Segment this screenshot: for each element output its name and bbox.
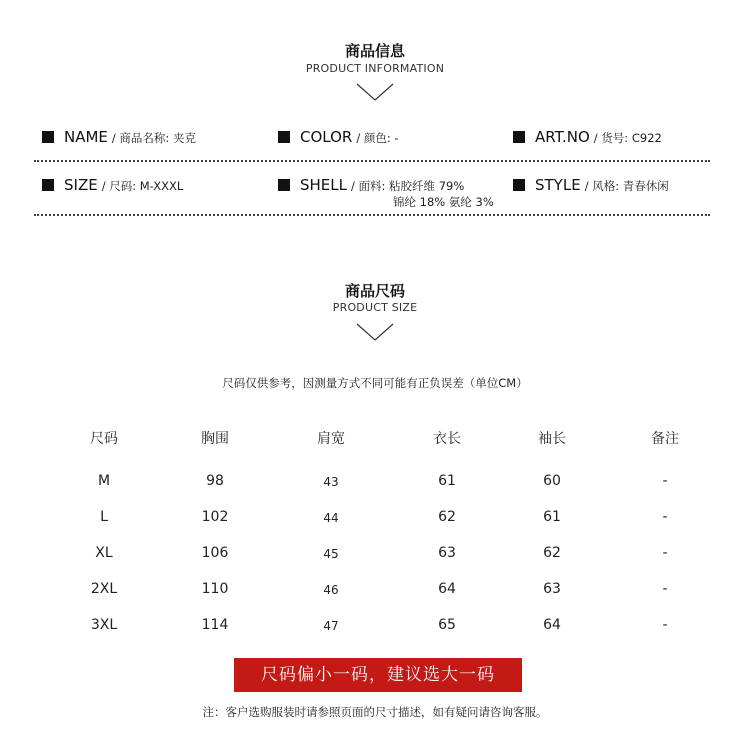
square-bullet-icon	[278, 179, 290, 191]
table-cell: L	[100, 509, 108, 525]
square-bullet-icon	[513, 179, 525, 191]
table-cell: -	[662, 545, 668, 561]
info-item-artno	[513, 128, 662, 146]
table-cell: 110	[201, 581, 229, 597]
col-header-chest: 胸围	[201, 431, 229, 447]
table-cell: 114	[201, 617, 229, 633]
table-cell: 61	[438, 473, 456, 489]
table-cell: 44	[323, 511, 339, 525]
table-cell: 62	[438, 509, 456, 525]
table-cell: 45	[323, 547, 339, 561]
size-advice-banner: 尺码偏小一码，建议选大一码	[234, 658, 522, 692]
table-cell: 61	[543, 509, 561, 525]
info-key: STYLE	[535, 176, 581, 194]
table-cell: 102	[201, 509, 229, 525]
table-cell: M	[97, 473, 111, 489]
info-key: NAME	[64, 128, 108, 146]
size-note: 尺码仅供参考，因测量方式不同可能有正负误差（单位CM）	[222, 376, 528, 390]
table-cell: 64	[438, 581, 456, 597]
info-key: SHELL	[300, 176, 347, 194]
info-value-line2: 锦纶 18% 氨纶 3%	[393, 195, 494, 209]
table-cell: -	[662, 509, 668, 525]
info-value: / 面料: 粘胶纤维 79%	[351, 179, 465, 193]
col-header-remark: 备注	[651, 431, 679, 447]
info-item-color	[278, 128, 399, 146]
table-cell: -	[662, 581, 668, 597]
size-title-cn: 商品尺码	[344, 282, 405, 300]
table-cell: 98	[206, 473, 224, 489]
info-key: ART.NO	[535, 128, 590, 146]
table-cell: 63	[543, 581, 561, 597]
size-title-en: PRODUCT SIZE	[332, 301, 418, 314]
square-bullet-icon	[42, 131, 54, 143]
table-cell: 63	[438, 545, 456, 561]
info-key: COLOR	[300, 128, 353, 146]
table-cell: XL	[95, 545, 113, 561]
table-cell: 47	[323, 619, 339, 633]
table-cell: 64	[543, 617, 561, 633]
info-title-cn: 商品信息	[344, 42, 405, 60]
chevron-down-icon	[355, 82, 395, 102]
dotted-divider	[34, 160, 710, 162]
info-item-size	[42, 176, 183, 194]
table-cell: 3XL	[90, 617, 118, 633]
info-item-style	[513, 176, 669, 194]
col-header-size: 尺码	[90, 431, 118, 447]
table-cell: 65	[438, 617, 456, 633]
table-cell: 2XL	[90, 581, 118, 597]
dotted-divider	[34, 214, 710, 216]
table-cell: 43	[323, 475, 339, 489]
square-bullet-icon	[42, 179, 54, 191]
footer-note: 注：客户选购服装时请参照页面的尺寸描述，如有疑问请咨询客服。	[202, 705, 548, 719]
col-header-sleeve: 袖长	[538, 431, 566, 447]
table-cell: 46	[323, 583, 339, 597]
info-item-shell	[278, 176, 464, 194]
info-key: SIZE	[64, 176, 98, 194]
square-bullet-icon	[513, 131, 525, 143]
square-bullet-icon	[278, 131, 290, 143]
chevron-down-icon	[355, 322, 395, 342]
info-item-name	[42, 128, 196, 146]
table-cell: -	[662, 473, 668, 489]
info-title-en: PRODUCT INFORMATION	[305, 62, 445, 75]
info-value: / 颜色: -	[356, 131, 399, 145]
info-value: / 尺码: M-XXXL	[101, 179, 184, 193]
table-cell: -	[662, 617, 668, 633]
table-cell: 62	[543, 545, 561, 561]
info-value: / 风格: 青春休闲	[584, 179, 669, 193]
table-cell: 106	[201, 545, 229, 561]
info-value: / 货号: C922	[593, 131, 662, 145]
info-value: / 商品名称: 夹克	[111, 131, 196, 145]
table-cell: 60	[543, 473, 561, 489]
col-header-length: 衣长	[433, 431, 461, 447]
col-header-shoulder: 肩宽	[317, 431, 345, 447]
